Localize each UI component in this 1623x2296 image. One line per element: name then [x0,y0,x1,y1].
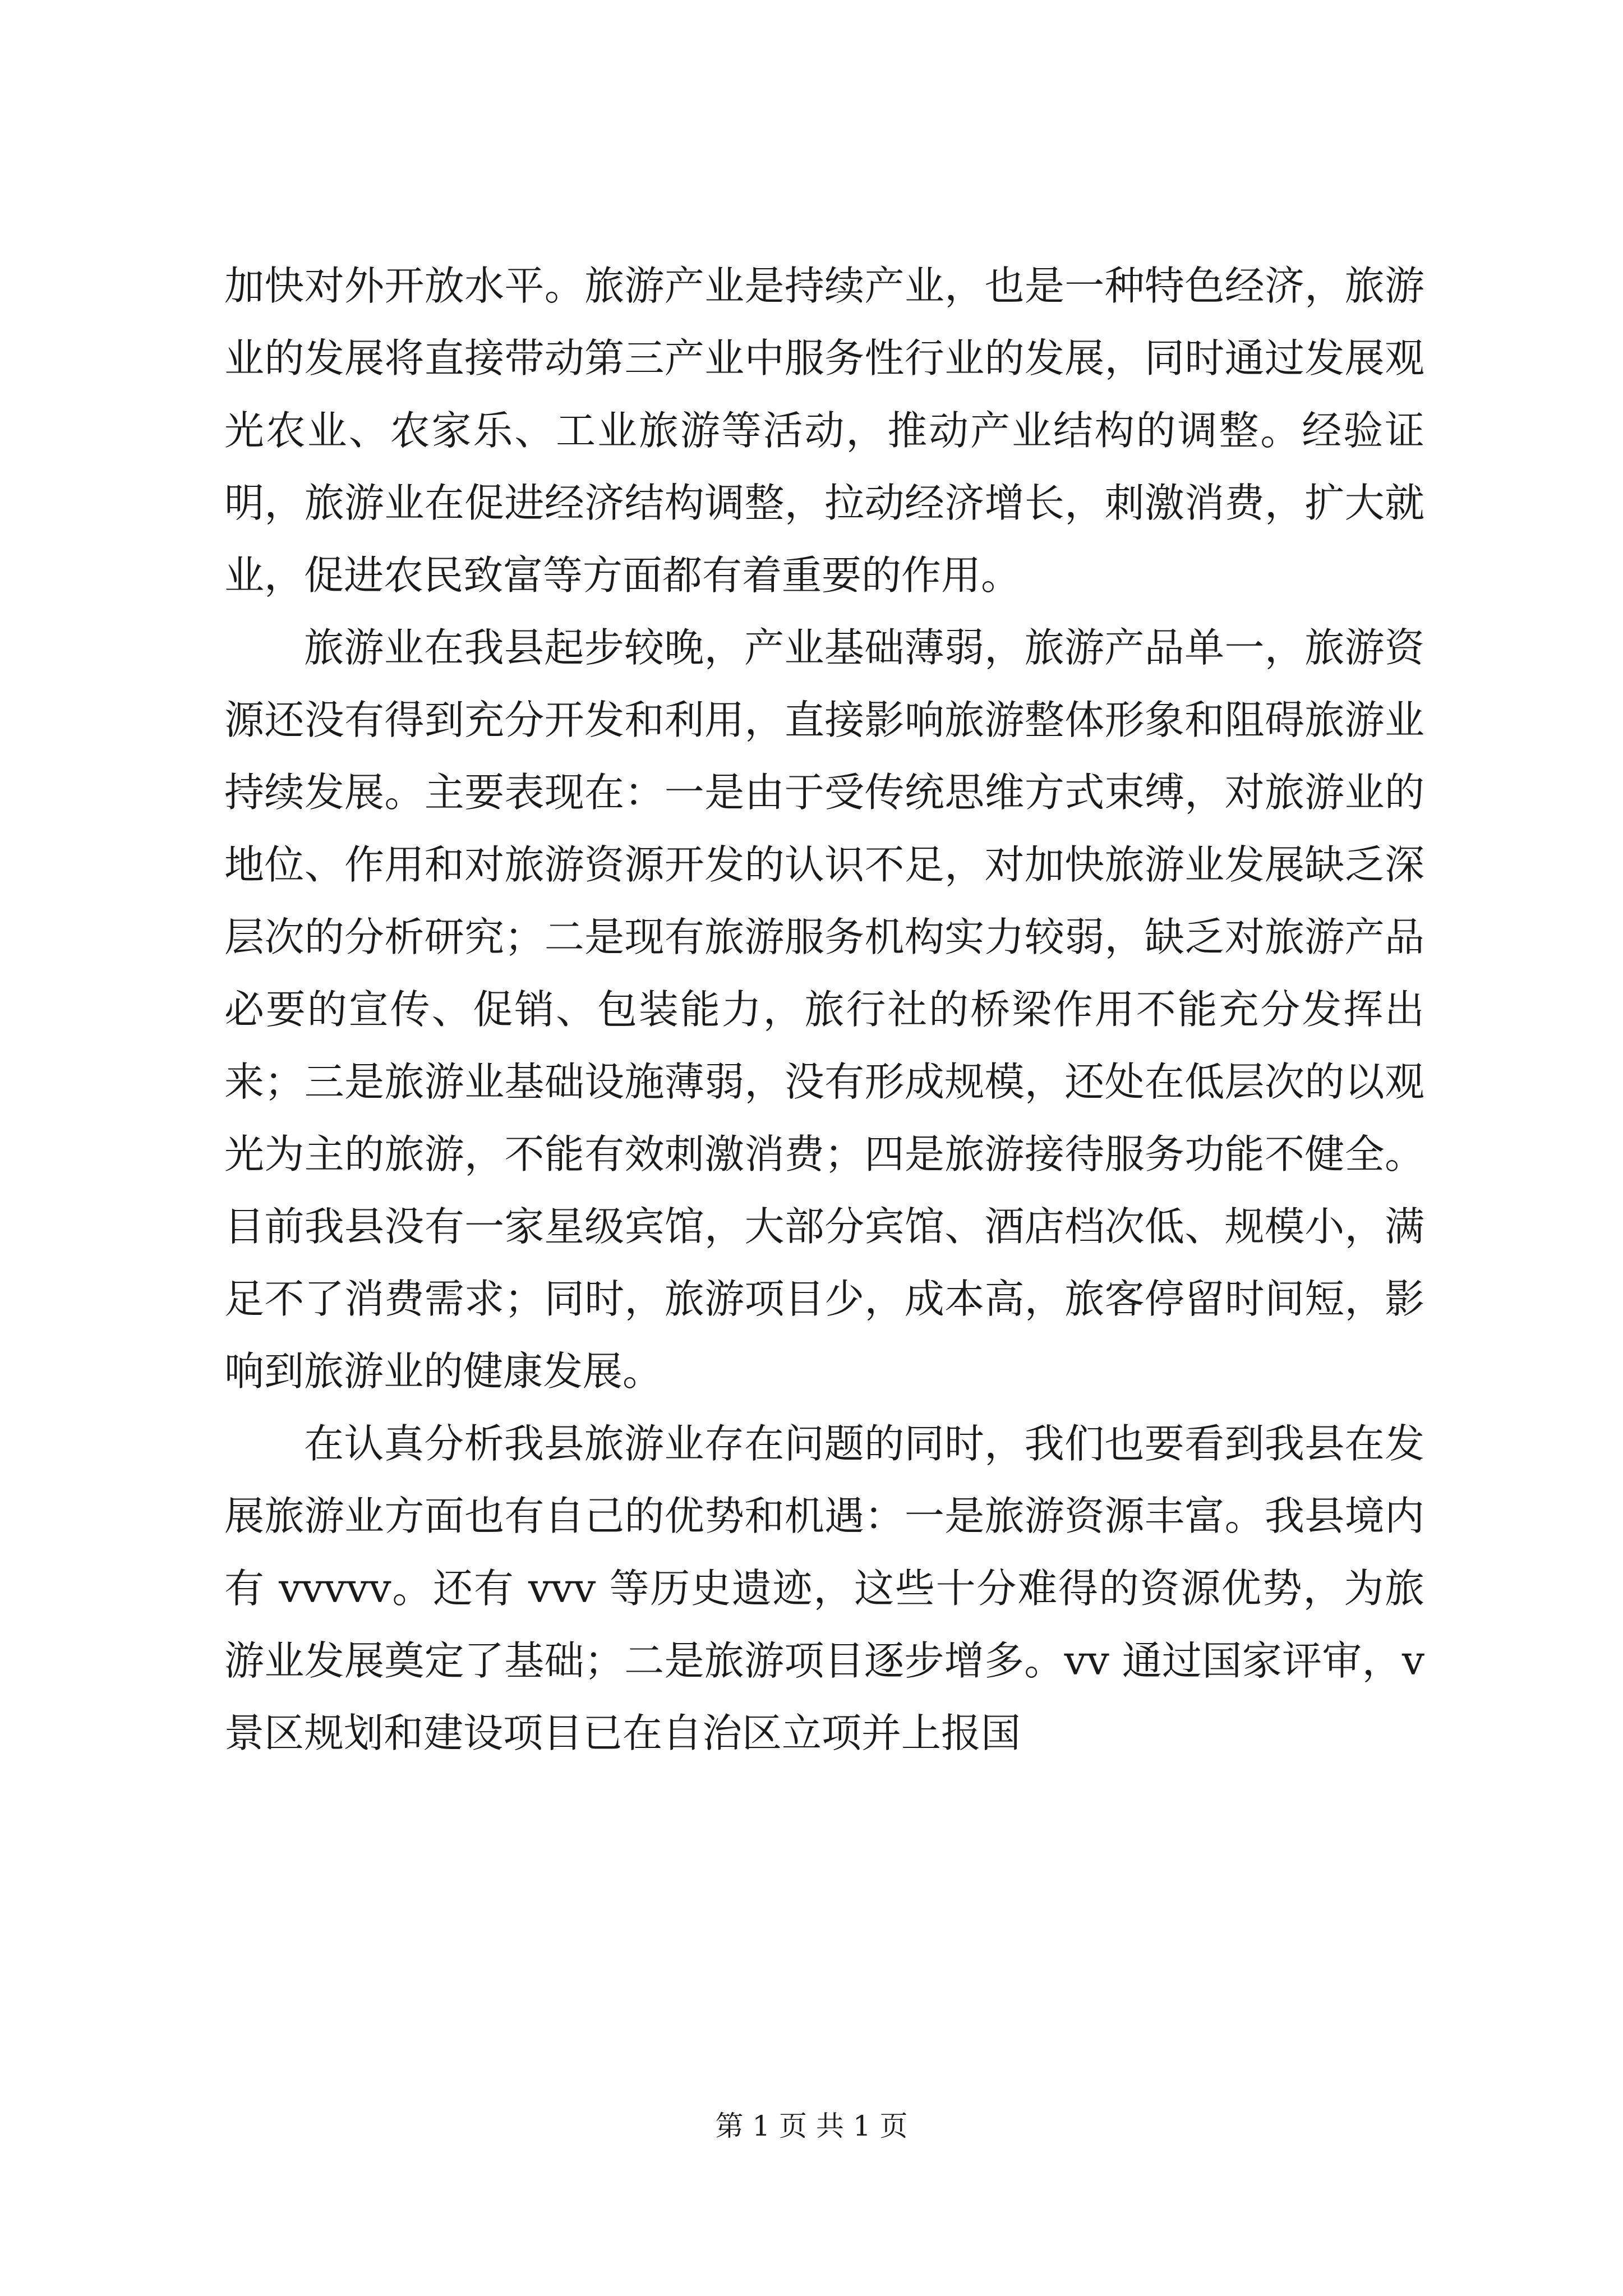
paragraph-3: 在认真分析我县旅游业存在问题的同时，我们也要看到我县在发展旅游业方面也有自己的优势和机遇：一是旅游资源丰富。我县境内有 vvvvv。还有 vvv 等历史遗迹，这些十分难得的资源优势，为旅游业发展奠定了基础；二是旅游项目逐步增多。vv 通过国家评审，v 景区规划和建设项目已在自治区立项并上报国 [224,1420,1424,1756]
document-body [224,250,1424,1769]
page-number-label: 第 1 页 共 1 页 [715,2110,908,2142]
page-footer [0,2106,1623,2146]
paragraph-2: 旅游业在我县起步较晚，产业基础薄弱，旅游产品单一，旅游资源还没有得到充分开发和利用，直接影响旅游整体形象和阻碍旅游业持续发展。主要表现在：一是由于受传统思维方式束缚，对旅游业的地位、作用和对旅游资源开发的认识不足，对加快旅游业发展缺乏深层次的分析研究；二是现有旅游服务机构实力较弱，缺乏对旅游产品必要的宣传、促销、包装能力，旅行社的桥梁作用不能充分发挥出来；三是旅游业基础设施薄弱，没有形成规模，还处在低层次的以观光为主的旅游，不能有效刺激消费；四是旅游接待服务功能不健全。目前我县没有一家星级宾馆，大部分宾馆、酒店档次低、规模小，满足不了消费需求；同时，旅游项目少，成本高，旅客停留时间短，影响到旅游业的健康发展。 [224,624,1424,1395]
paragraph-1: 加快对外开放水平。旅游产业是持续产业，也是一种特色经济，旅游业的发展将直接带动第三产业中服务性行业的发展，同时通过发展观光农业、农家乐、工业旅游等活动，推动产业结构的调整。经验证明，旅游业在促进经济结构调整，拉动经济增长，刺激消费，扩大就业，促进农民致富等方面都有着重要的作用。 [224,263,1424,599]
